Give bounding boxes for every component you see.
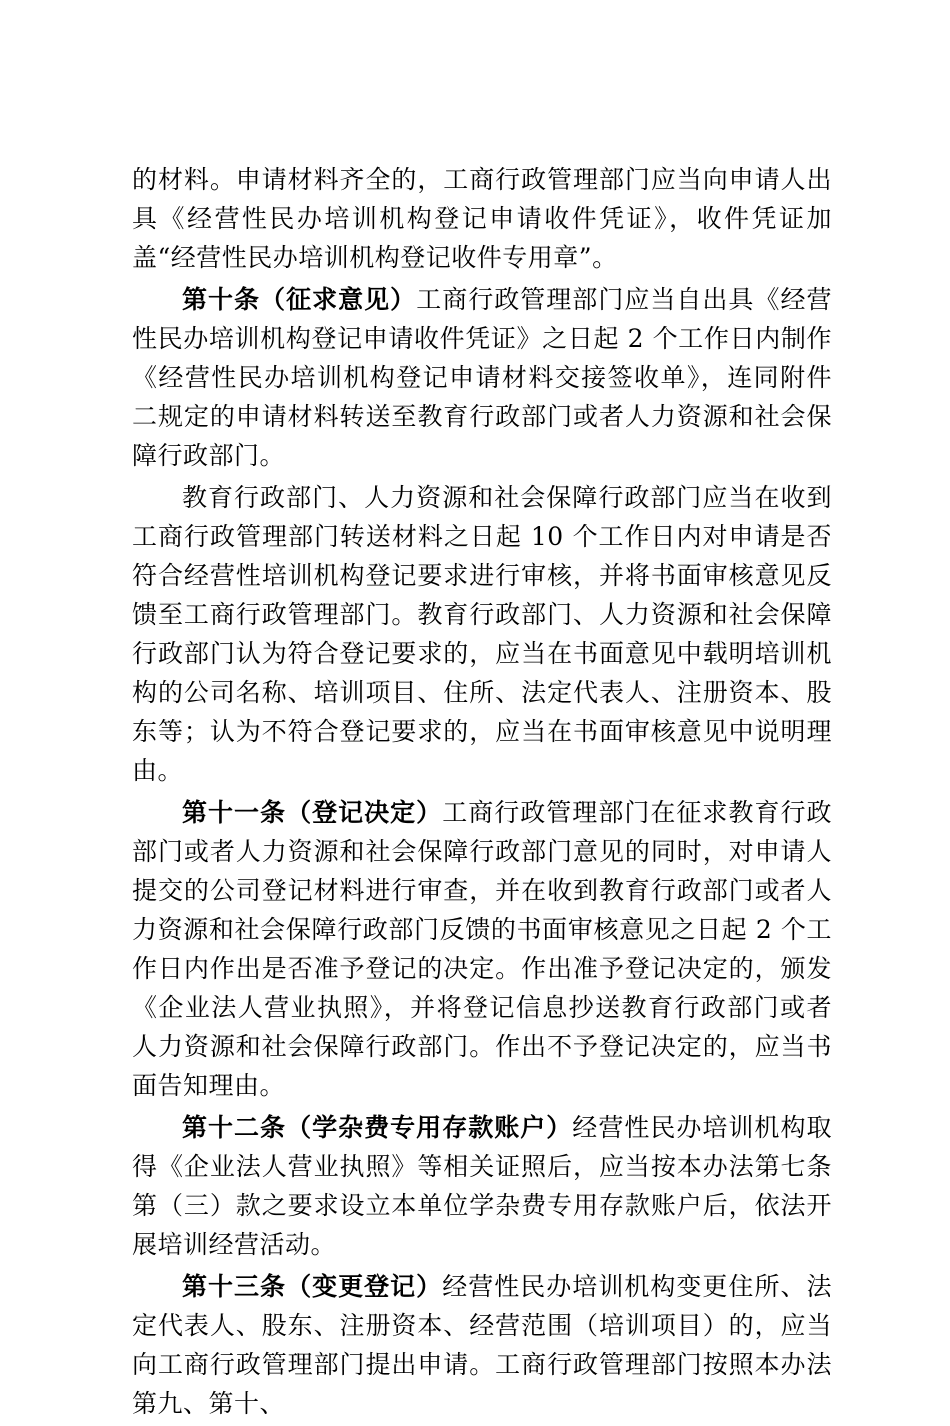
- article-text: 经营性民办培训机构变更住所、法定代表人、股东、注册资本、经营范围（培训项目）的，应当向工商行政管理部门提出申请。工商行政管理部门按照本办法第九、第十、: [132, 1272, 832, 1418]
- article-12-tuition-account: [132, 1108, 832, 1264]
- document-body: [132, 160, 832, 1426]
- article-heading: 第十三条（变更登记）: [182, 1272, 443, 1301]
- article-text: 经营性民办培训机构取得《企业法人营业执照》等相关证照后，应当按本办法第七条第（三）款之要求设立本单位学杂费专用存款账户后，依法开展培训经营活动。: [132, 1113, 832, 1259]
- article-text: 工商行政管理部门应当自出具《经营性民办培训机构登记申请收件凭证》之日起 2 个工作日内制作《经营性民办培训机构登记申请材料交接签收单》，连同附件二规定的申请材料转送至教育行政部门或者人力资源和社会保障行政部门。: [132, 285, 832, 470]
- article-13-change-registration: [132, 1267, 832, 1423]
- article-heading: 第十条（征求意见）: [182, 285, 417, 314]
- article-10-consultation: [132, 280, 832, 475]
- paragraph-review-feedback: [132, 478, 832, 790]
- article-text: 工商行政管理部门在征求教育行政部门或者人力资源和社会保障行政部门意见的同时，对申请人提交的公司登记材料进行审查，并在收到教育行政部门或者人力资源和社会保障行政部门反馈的书面审核意见之日起 2 个工作日内作出是否准予登记的决定。作出准予登记决定的，颁发《企业法人营业执照》，并将登记信息抄送教育行政部门或者人力资源和社会保障行政部门。作出不予登记决定的，应当书面告知理由。: [132, 798, 832, 1100]
- paragraph-materials-receipt: [132, 160, 832, 277]
- paragraph-text: 教育行政部门、人力资源和社会保障行政部门应当在收到工商行政管理部门转送材料之日起 10 个工作日内对申请是否符合经营性培训机构登记要求进行审核，并将书面审核意见反馈至工商行政管理部门。教育行政部门、人力资源和社会保障行政部门认为符合登记要求的，应当在书面意见中载明培训机构的公司名称、培训项目、住所、法定代表人、注册资本、股东等；认为不符合登记要求的，应当在书面审核意见中说明理由。: [132, 483, 832, 785]
- article-heading: 第十一条（登记决定）: [182, 798, 443, 827]
- paragraph-text: 的材料。申请材料齐全的，工商行政管理部门应当向申请人出具《经营性民办培训机构登记申请收件凭证》，收件凭证加盖“经营性民办培训机构登记收件专用章”。: [132, 165, 832, 272]
- article-11-registration-decision: [132, 793, 832, 1105]
- article-heading: 第十二条（学杂费专用存款账户）: [182, 1113, 573, 1142]
